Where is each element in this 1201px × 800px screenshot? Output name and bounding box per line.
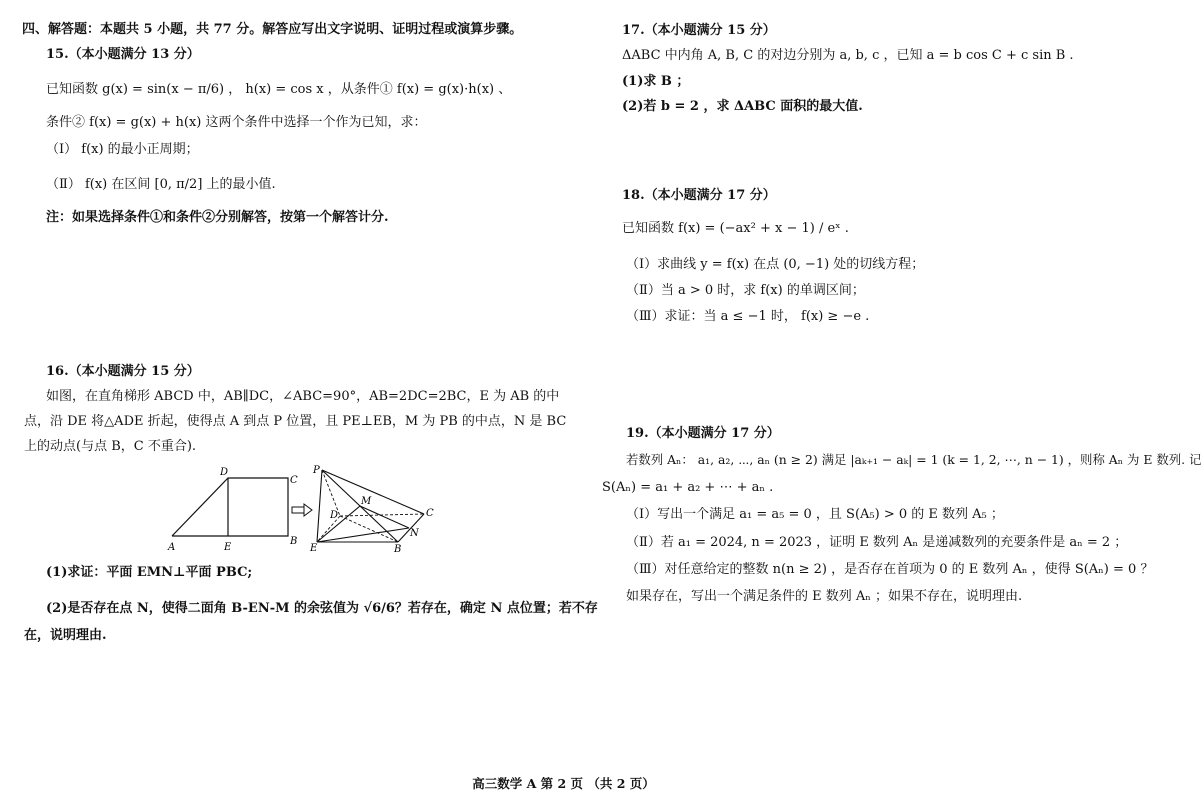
label-b: B bbox=[290, 536, 298, 547]
q19-line1: 若数列 Aₙ： a₁, a₂, ⋯, aₙ (n ≥ 2) 满足 |aₖ₊₁ − aₖ| = 1 (k = 1, 2, ⋯, n − 1) ，则称 Aₙ 为 E 数列. 记 bbox=[626, 452, 1201, 467]
label-d-folded: D bbox=[330, 510, 339, 521]
q16-figure bbox=[162, 464, 432, 556]
q18-line1: 已知函数 f(x) = (−ax² + x − 1) / eˣ . bbox=[622, 221, 849, 236]
label-b-folded: B bbox=[394, 544, 402, 555]
q19-line2: S(Aₙ) = a₁ + a₂ + ⋯ + aₙ . bbox=[602, 480, 774, 495]
q19-part3: （Ⅲ）对任意给定的整数 n(n ≥ 2) ，是否存在首项为 0 的 E 数列 Aₙ ，使得 S(Aₙ) = 0 ？ bbox=[626, 562, 1154, 577]
q15-part1: （Ⅰ） f(x) 的最小正周期； bbox=[46, 142, 199, 157]
label-n: N bbox=[410, 528, 419, 539]
q16-part2b: 在，说明理由. bbox=[24, 628, 107, 643]
q17-part1: (1)求 B ； bbox=[622, 74, 690, 89]
q17-title: 17.（本小题满分 15 分） bbox=[622, 23, 776, 38]
label-c: C bbox=[290, 475, 298, 486]
edge-pe bbox=[317, 470, 322, 542]
q19-part1: （Ⅰ）写出一个满足 a₁ = a₅ = 0 ，且 S(A₅) > 0 的 E 数列 A₅ ； bbox=[626, 507, 1004, 522]
q18-part2: （Ⅱ）当 a > 0 时，求 f(x) 的单调区间； bbox=[626, 283, 865, 298]
q19-title: 19.（本小题满分 17 分） bbox=[626, 426, 780, 441]
edge-pc bbox=[322, 470, 424, 514]
q15-line1: 已知函数 g(x) = sin(x − π/6) ， h(x) = cos x ，从条件① f(x) = g(x)·h(x) 、 bbox=[46, 82, 512, 97]
q16-part1: (1)求证：平面 EMN⊥平面 PBC; bbox=[46, 565, 253, 580]
trapezoid-outline bbox=[172, 478, 288, 536]
q18-title: 18.（本小题满分 17 分） bbox=[622, 188, 776, 203]
fold-arrow-icon bbox=[292, 504, 312, 516]
label-a: A bbox=[168, 542, 176, 553]
q19-part2: （Ⅱ）若 a₁ = 2024, n = 2023 ，证明 E 数列 Aₙ 是递减数列的充要条件是 aₙ = 2 ； bbox=[626, 535, 1128, 550]
q15-part2: （Ⅱ） f(x) 在区间 [0, π/2] 上的最小值. bbox=[46, 177, 276, 192]
q15-title: 15.（本小题满分 13 分） bbox=[46, 47, 200, 62]
q15-note: 注：如果选择条件①和条件②分别解答，按第一个解答计分. bbox=[46, 210, 389, 225]
hidden-db bbox=[340, 516, 398, 542]
q16-line1: 如图，在直角梯形 ABCD 中，AB∥DC，∠ABC=90°，AB=2DC=2BC，E 为 AB 的中 bbox=[46, 389, 560, 404]
q18-part3: （Ⅲ）求证：当 a ≤ −1 时， f(x) ≥ −e . bbox=[626, 309, 870, 324]
q16-part2: (2)是否存在点 N，使得二面角 B-EN-M 的余弦值为 √6/6？若存在，确定 N 点位置；若不存 bbox=[46, 601, 598, 616]
q19-part3b: 如果存在，写出一个满足条件的 E 数列 Aₙ ；如果不存在，说明理由. bbox=[626, 589, 1023, 604]
q18-part1: （Ⅰ）求曲线 y = f(x) 在点 (0, −1) 处的切线方程； bbox=[626, 257, 925, 272]
label-e-folded: E bbox=[310, 543, 318, 554]
q17-part2: (2)若 b = 2 ，求 ΔABC 面积的最大值. bbox=[622, 99, 863, 114]
q15-line2: 条件② f(x) = g(x) + h(x) 这两个条件中选择一个作为已知，求： bbox=[46, 115, 427, 130]
q16-line3: 上的动点(与点 B，C 不重合). bbox=[24, 439, 197, 454]
label-c-folded: C bbox=[426, 508, 434, 519]
label-m: M bbox=[361, 496, 372, 507]
label-p: P bbox=[313, 465, 320, 476]
section-header: 四、解答题：本题共 5 小题，共 77 分。解答应写出文字说明、证明过程或演算步骤。 bbox=[22, 22, 523, 37]
page-footer: 高三数学 A 第 2 页 （共 2 页） bbox=[472, 776, 655, 791]
q16-title: 16.（本小题满分 15 分） bbox=[46, 364, 200, 379]
segment-mn bbox=[360, 506, 409, 528]
q17-line1: ΔABC 中内角 A, B, C 的对边分别为 a, b, c ，已知 a = b cos C + c sin B . bbox=[622, 48, 1074, 63]
label-e: E bbox=[224, 542, 232, 553]
label-d: D bbox=[220, 467, 229, 478]
q16-line2: 点，沿 DE 将△ADE 折起，使得点 A 到点 P 位置，且 PE⊥EB，M 为 PB 的中点，N 是 BC bbox=[24, 414, 567, 429]
